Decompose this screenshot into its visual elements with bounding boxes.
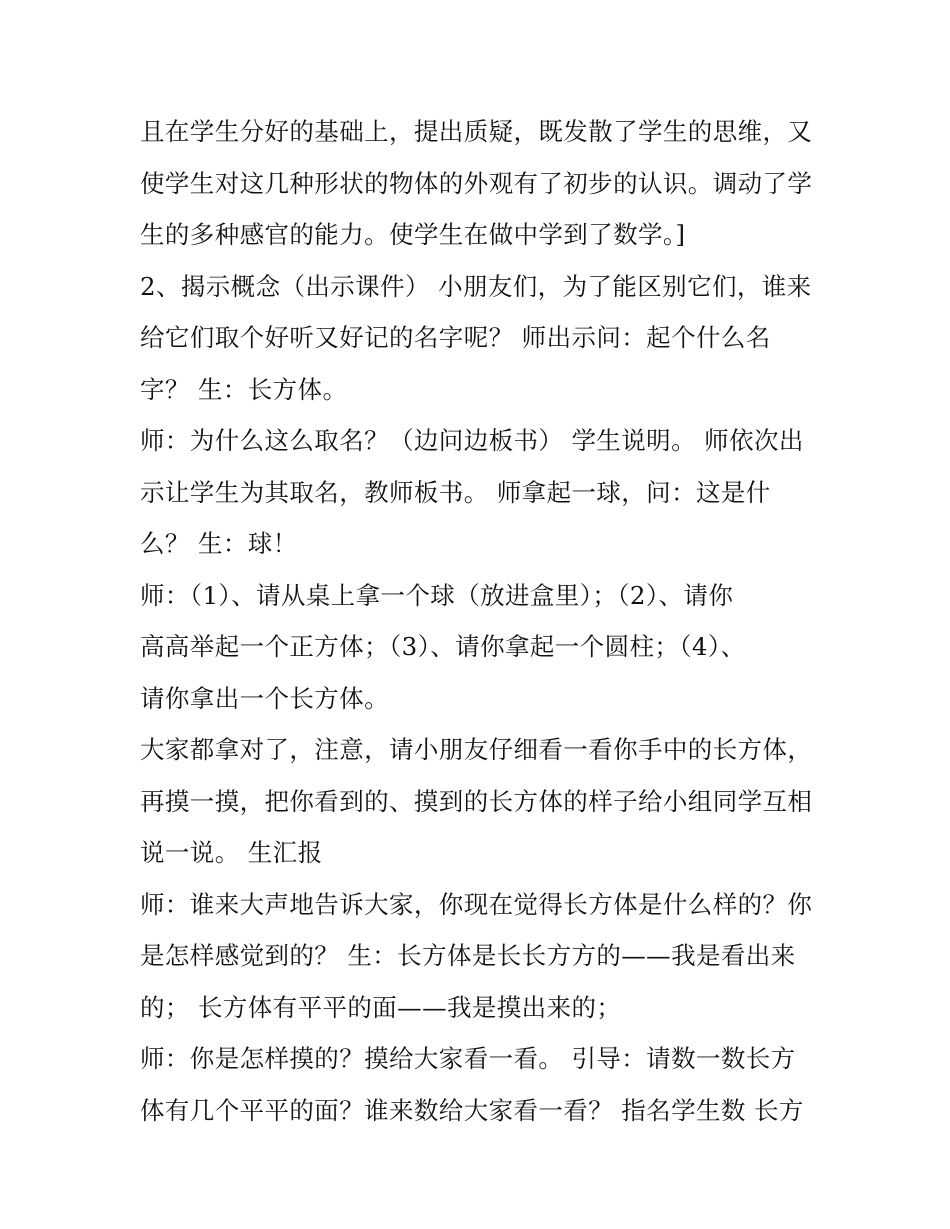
document-body [140,106,830,1136]
text-line: 高高举起一个正方体；（3）、请你拿起一个圆柱；（4）、 [140,632,746,661]
text-line: 示让学生为其取名，教师板书。 师拿起一球，问：这是什 [140,477,771,507]
text-line: 请你拿出一个长方体。 [140,683,389,713]
text-line: 的； 长方体有平平的面——我是摸出来的； [140,992,622,1022]
text-line: 师：你是怎样摸的？摸给大家看一看。 引导：请数一数长方 [140,1044,796,1073]
text-line: 2、揭示概念（出示课件） 小朋友们，为了能区别它们，谁来 [140,271,812,301]
text-line: 师：谁来大声地告诉大家，你现在觉得长方体是什么样的？你 [140,889,813,919]
text-line: 给它们取个好听又好记的名字呢？ 师出示问：起个什么名 [140,323,771,352]
text-line: 师：为什么这么取名？（边问边板书） 学生说明。 师依次出 [140,426,804,455]
text-line: 说一说。 生汇报 [140,838,323,867]
text-line: 再摸一摸，把你看到的、摸到的长方体的样子给小组同学互相 [140,786,813,816]
text-line: 使学生对这几种形状的物体的外观有了初步的认识。调动了学 [140,168,813,198]
text-line: 字？ 生：长方体。 [140,374,348,404]
text-line: 生的多种感官的能力。使学生在做中学到了数学。] [140,220,686,249]
text-line: 是怎样感觉到的？ 生：长方体是长长方方的——我是看出来 [140,941,796,970]
text-line: 么？ 生：球！ [140,529,298,558]
text-line: 体有几个平平的面？谁来数给大家看一看？ 指名学生数 长方 [140,1095,804,1125]
text-line: 师：（1）、请从桌上拿一个球（放进盒里）；（2）、请你 [140,580,734,610]
text-line: 大家都拿对了，注意，请小朋友仔细看一看你手中的长方体， [140,735,813,764]
text-line: 且在学生分好的基础上，提出质疑，既发散了学生的思维，又 [140,117,813,146]
